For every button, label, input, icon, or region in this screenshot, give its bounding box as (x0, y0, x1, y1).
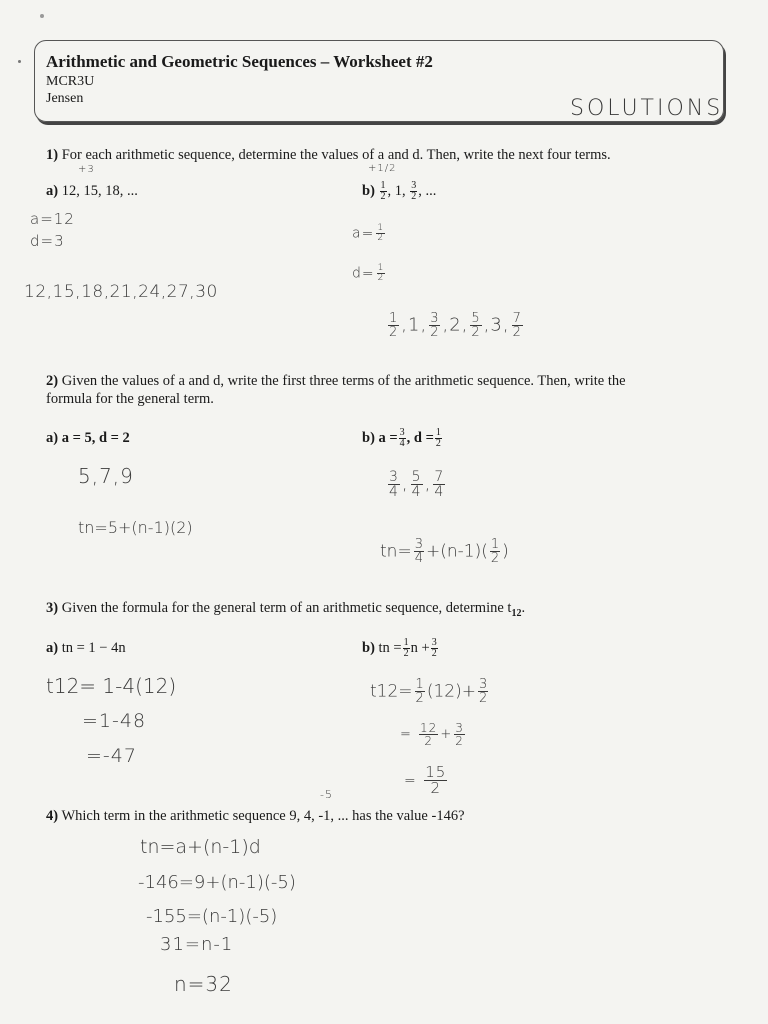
work-line: tn=a+(n-1)d (140, 836, 261, 858)
part-label: a) (46, 183, 59, 199)
part-label: b) (362, 429, 375, 446)
difference-note: +3 (78, 164, 95, 175)
work-line: =1-48 (82, 710, 147, 732)
scan-speck (40, 14, 44, 18)
question-number: 2) (46, 373, 59, 389)
work-line: -146=9+(n-1)(-5) (138, 872, 296, 893)
question-text: Which term in the arithmetic sequence 9, 4, -1, ... has the value -146? (61, 808, 465, 824)
q3-part-a (46, 640, 126, 657)
fraction: $\frac{1}{2}$ (380, 180, 386, 202)
question-2 (46, 373, 626, 390)
question-text: Given the values of a and d, write the first three terms of the arithmetic sequence. Then, write the (61, 373, 626, 389)
question-text-line2: formula for the general term. (46, 391, 214, 407)
question-4 (46, 808, 465, 825)
question-text: Given the formula for the general term of an arithmetic sequence, determine t (61, 600, 512, 616)
q1-part-b: b) $\frac{1}{2}$ , 1, $\frac{3}{2}$ , ... (362, 180, 437, 202)
answer-terms: 5,7,9 (78, 464, 134, 488)
difference-note: +1/2 (368, 163, 397, 174)
answer-formula: tn=5+(n-1)(2) (78, 518, 193, 537)
final-answer: n=32 (174, 972, 233, 996)
answer-d: d=3 (30, 232, 65, 250)
work-line: -155=(n-1)(-5) (146, 906, 278, 927)
work-line: = $\frac{12}{2}$ + $\frac{3}{2}$ (400, 721, 464, 748)
fraction: $\frac{3}{2}$ (411, 180, 417, 202)
q3-part-b: b) tn = $\frac{1}{2}$ n + $\frac{3}{2}$ (362, 637, 437, 659)
work-line: = $\frac{15}{2}$ (404, 763, 447, 797)
scan-speck (18, 60, 21, 63)
answer-terms: $\frac{1}{2}$ ,1, $\frac{3}{2}$ ,2, $\frac{5}{2}$ ,3, $\frac{7}{2}$ (389, 311, 522, 340)
question-number: 1) (46, 147, 59, 163)
work-line: t12= 1-4(12) (46, 674, 177, 698)
part-label: a) (46, 640, 59, 656)
work-line: 31=n-1 (160, 934, 234, 955)
work-line: t12= $\frac{1}{2}$ (12)+ $\frac{3}{2}$ (370, 677, 488, 706)
answer-a: a= $\frac{1}{2}$ (352, 223, 385, 243)
answer-formula: tn= $\frac{3}{4}$ +(n-1)( $\frac{1}{2}$ ) (380, 537, 509, 566)
worksheet-title: Arithmetic and Geometric Sequences – Worksheet #2 (46, 52, 433, 71)
part-label: b) (362, 639, 375, 656)
part-label: a) (46, 430, 59, 446)
question-number: 4) (46, 808, 59, 824)
question-text: For each arithmetic sequence, determine the values of a and d. Then, write the next four terms. (61, 147, 611, 163)
formula: tn = 1 − 4n (61, 640, 126, 656)
solutions-label: SOLUTIONS (570, 96, 724, 121)
course-code: MCR3U (46, 74, 95, 89)
work-line: =-47 (86, 745, 137, 767)
answer-terms: $\frac{3}{4}$ , $\frac{5}{4}$ , $\frac{7}{4}$ (389, 469, 445, 500)
question-number: 3) (46, 600, 59, 616)
q2-part-b: b) a = $\frac{3}{4}$ , d = $\frac{1}{2}$ (362, 427, 441, 449)
answer-terms: 12,15,18,21,24,27,30 (24, 282, 218, 302)
part-label: b) (362, 182, 375, 199)
question-1 (46, 147, 611, 164)
difference-note: -5 (320, 788, 333, 801)
answer-a: a=12 (30, 210, 75, 228)
question-3: 3) Given the formula for the general term of an arithmetic sequence, determine $t_{12}$. (46, 600, 526, 619)
sequence: 12, 15, 18, ... (61, 183, 138, 199)
teacher-name: Jensen (46, 91, 84, 106)
q2-part-a (46, 430, 130, 447)
given-values: a = 5, d = 2 (61, 430, 130, 446)
answer-d: d= $\frac{1}{2}$ (352, 263, 385, 283)
q1-part-a (46, 183, 138, 200)
